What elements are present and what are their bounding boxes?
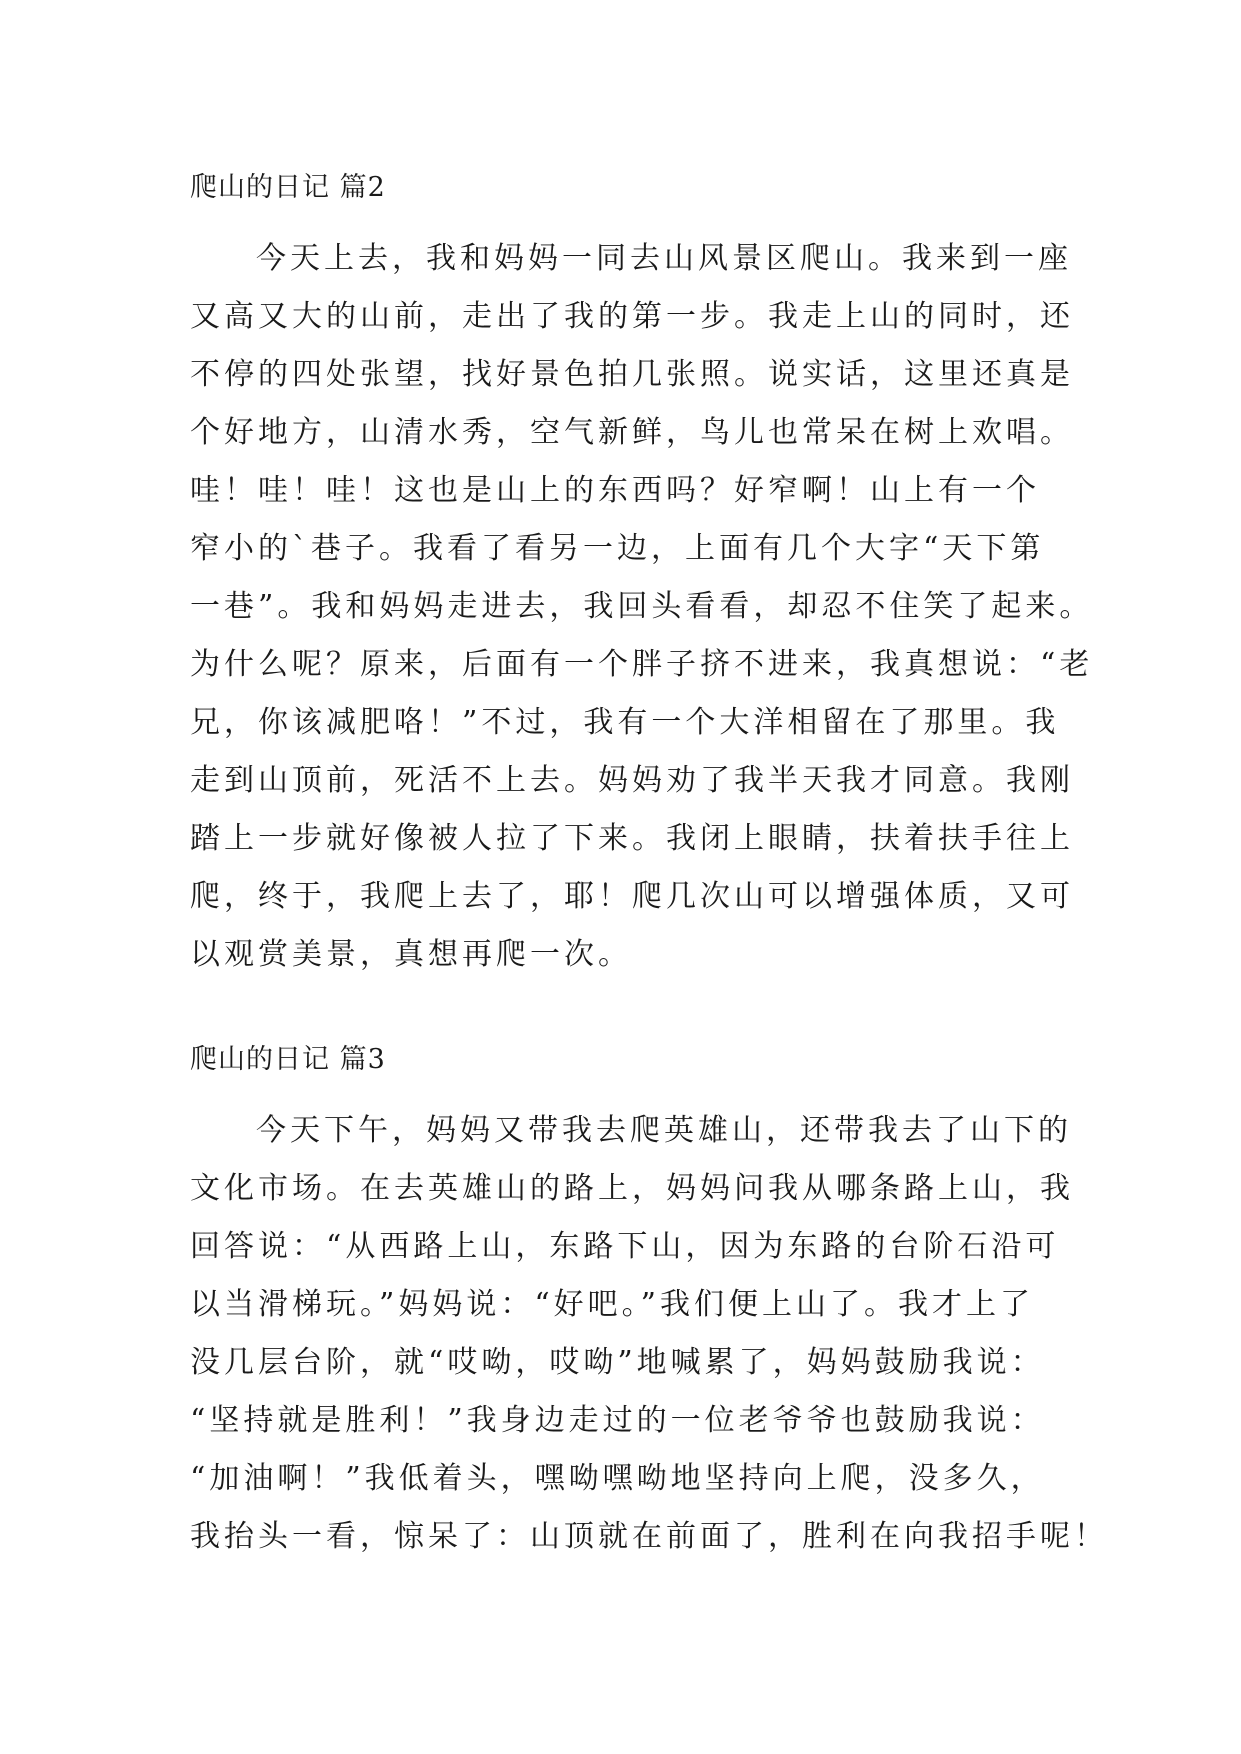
diary-section-2 xyxy=(190,168,1094,984)
paragraph-line: 回答说：“从西路上山，东路下山，因为东路的台阶石沿可 xyxy=(190,1229,1060,1264)
paragraph-line: 又高又大的山前，走出了我的第一步。我走上山的同时，还 xyxy=(190,299,1074,334)
diary-section-3 xyxy=(190,1040,1108,1566)
section-title: 爬山的日记 篇2 xyxy=(190,172,386,203)
section-title: 爬山的日记 篇3 xyxy=(190,1044,386,1075)
paragraph-line: 踏上一步就好像被人拉了下来。我闭上眼睛，扶着扶手往上 xyxy=(190,821,1074,856)
paragraph-line: 为什么呢？原来，后面有一个胖子挤不进来，我真想说：“老 xyxy=(190,647,1094,682)
paragraph-line: 爬，终于，我爬上去了，耶！爬几次山可以增强体质，又可 xyxy=(190,879,1074,914)
paragraph-line: 不停的四处张望，找好景色拍几张照。说实话，这里还真是 xyxy=(190,357,1074,392)
paragraph-line: 以观赏美景，真想再爬一次。 xyxy=(190,937,632,972)
paragraph-line: 个好地方，山清水秀，空气新鲜，鸟儿也常呆在树上欢唱。 xyxy=(190,415,1074,450)
paragraph-line: 兄，你该减肥咯！”不过，我有一个大洋相留在了那里。我 xyxy=(190,705,1060,740)
paragraph-line: 走到山顶前，死活不上去。妈妈劝了我半天我才同意。我刚 xyxy=(190,763,1074,798)
paragraph-line: 哇！哇！哇！这也是山上的东西吗？好窄啊！山上有一个 xyxy=(190,473,1040,508)
paragraph-line: 一巷”。我和妈妈走进去，我回头看看，却忍不住笑了起来。 xyxy=(190,589,1094,624)
paragraph-line: “加油啊！”我低着头，嘿呦嘿呦地坚持向上爬，没多久， xyxy=(190,1461,1045,1496)
paragraph-line: “坚持就是胜利！”我身边走过的一位老爷爷也鼓励我说： xyxy=(190,1403,1045,1438)
paragraph-line: 窄小的`巷子。我看了看另一边，上面有几个大字“天下第 xyxy=(190,531,1045,566)
paragraph-line: 文化市场。在去英雄山的路上，妈妈问我从哪条路上山，我 xyxy=(190,1171,1074,1206)
paragraph-line: 我抬头一看，惊呆了：山顶就在前面了，胜利在向我招手呢！ xyxy=(190,1519,1108,1554)
paragraph-line: 以当滑梯玩。”妈妈说：“好吧。”我们便上山了。我才上了 xyxy=(190,1287,1035,1322)
paragraph-line: 今天上去，我和妈妈一同去山风景区爬山。我来到一座 xyxy=(256,241,1072,276)
paragraph-line: 今天下午，妈妈又带我去爬英雄山，还带我去了山下的 xyxy=(256,1113,1072,1148)
paragraph-line: 没几层台阶，就“哎呦，哎呦”地喊累了，妈妈鼓励我说： xyxy=(190,1345,1045,1380)
